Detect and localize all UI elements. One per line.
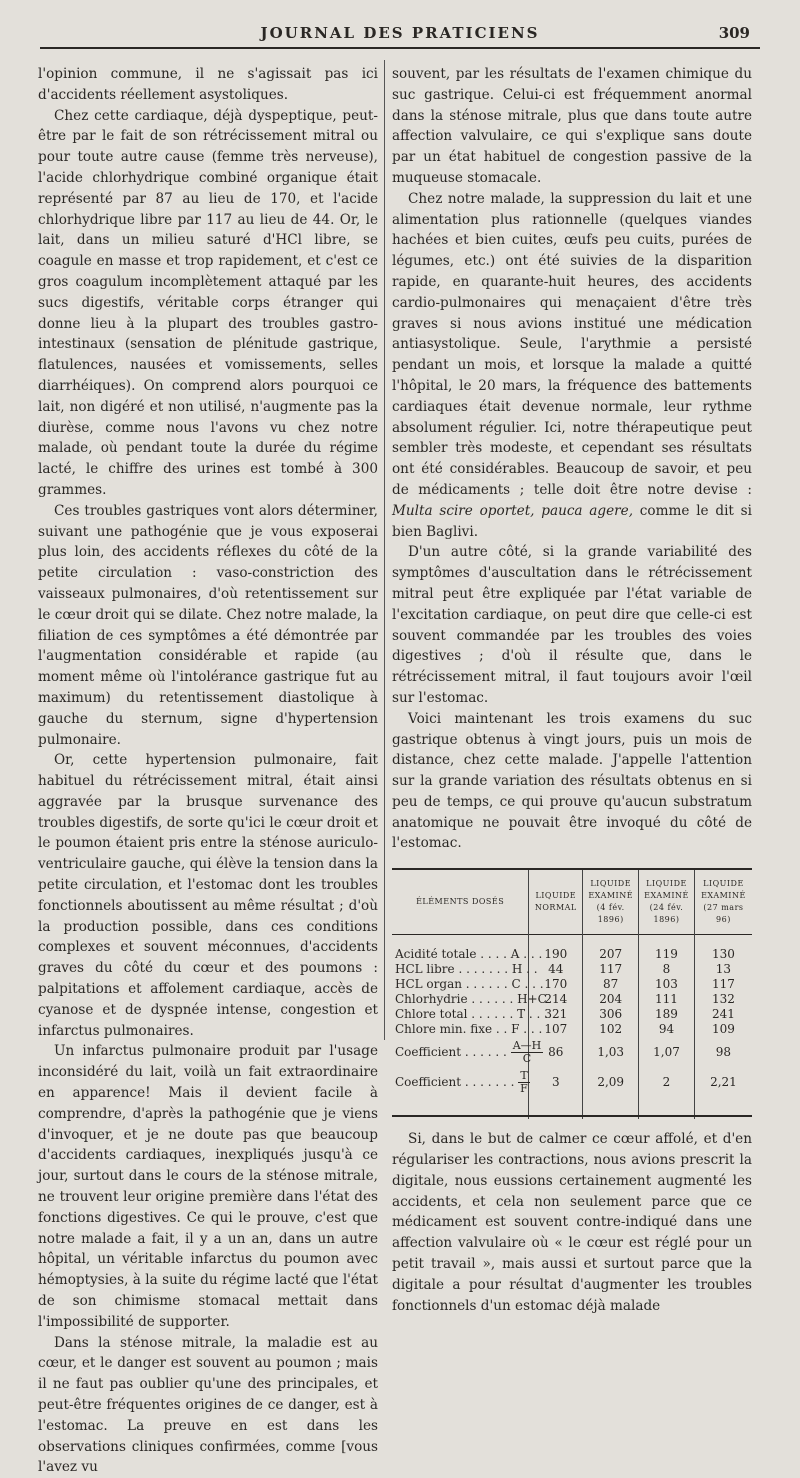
paragraph-text: comme le dit si bien Baglivi.: [392, 502, 752, 540]
table-cell: 111: [639, 992, 695, 1007]
paragraph: D'un autre côté, si la grande variabilité des symptômes d'auscultation dans le rétrécissement mitral peut être expliquée par l'état variable de l'excitation cardiaque, on peut dire que celle-ci est souvent commandée par les troubles des voies digestives ; d'où il résulte que, dans le rétrécissement mitral, il faut toujours avoir l'œil sur l'estomac.: [392, 544, 752, 706]
table-spacer: [392, 935, 752, 948]
table-cell: 321: [529, 1007, 583, 1022]
coefficient-fraction: [518, 1070, 529, 1095]
table-cell: 119: [639, 947, 695, 962]
paragraph: Si, dans le but de calmer ce cœur affolé, et d'en régulariser les contractions, nous avions prescrit la digitale, nous eussions certainement augmenté les accidents, et cela non seulement parce que ce médicament est souvent contre-indiqué dans une affection valvulaire où « le cœur est réglé pour un petit travail », mais aussi et surtout parce que la digitale a pour résultat d'augmenter les troubles fonctionnels d'un estomac déjà malade: [392, 1131, 752, 1314]
paragraph: l'opinion commune, il ne s'agissait pas ici d'accidents réellement asystoliques.: [38, 66, 378, 103]
table-row: [392, 1037, 752, 1067]
page-number: 309: [718, 24, 750, 42]
column-header: LIQUIDE EXAMINÉ (27 mars 96): [694, 869, 752, 935]
column-header: ÉLÉMENTS DOSÉS: [416, 897, 505, 907]
table-row: [392, 1007, 752, 1022]
table-spacer: [392, 1097, 752, 1116]
paragraph: Un infarctus pulmonaire produit par l'usage inconsidéré du lait, voilà un fait extraordinaire en apparence! Mais il devient facile à comprendre, d'après la pathogénie que je viens d'invoquer, et je ne doute pas que beaucoup d'accidents cardiaques, inexpliqués jusqu'à ce jour, surtout dans le cours de la sténose mitrale, ne trouvent leur origine première dans l'état des fonctions digestives. Ce qui le prouve, c'est que notre malade a fait, il y a un an, dans un autre hôpital, un véritable infarctus du poumon avec hémoptysies, à la suite du régime lacté que l'état de son chimisme stomacal mettait dans l'impossibilité de supporter.: [38, 1043, 378, 1330]
table-cell: 2: [639, 1067, 695, 1097]
table-cell: 130: [694, 947, 752, 962]
table-cell: 170: [529, 977, 583, 992]
table-cell: 117: [583, 962, 639, 977]
paragraph: souvent, par les résultats de l'examen chimique du suc gastrique. Celui-ci est fréquemment anormal dans la sténose mitrale, plus que dans toute autre affection valvulaire, ce qui s'explique sans doute par un état habituel de congestion passive de la muqueuse stomacale.: [392, 66, 752, 186]
coefficient-fraction: [511, 1040, 544, 1065]
table-bottom-rule: [392, 1116, 752, 1119]
table-cell: 189: [639, 1007, 695, 1022]
table-cell: 2,21: [694, 1067, 752, 1097]
paragraph: [392, 189, 752, 543]
column-header: LIQUIDE EXAMINÉ (24 fév. 1896): [639, 869, 695, 935]
table-cell: 87: [583, 977, 639, 992]
table-cell: 3: [529, 1067, 583, 1097]
table-cell: 102: [583, 1022, 639, 1037]
table-cell: 306: [583, 1007, 639, 1022]
table-cell: 241: [694, 1007, 752, 1022]
fraction-numerator: A—H: [512, 1038, 542, 1052]
table-cell: 1,03: [583, 1037, 639, 1067]
table-cell: 8: [639, 962, 695, 977]
table-cell: 94: [639, 1022, 695, 1037]
table-cell: 204: [583, 992, 639, 1007]
table-row: [392, 962, 752, 977]
table-cell: 86: [529, 1037, 583, 1067]
table-cell: Chlorhydrie . . . . . . H+C: [395, 992, 547, 1007]
table-cell: 2,09: [583, 1067, 639, 1097]
table-cell: 44: [529, 962, 583, 977]
table-cell: 107: [529, 1022, 583, 1037]
table-row: [392, 1022, 752, 1037]
table-cell: [392, 1067, 529, 1097]
coefficient-label: Coefficient . . . . . . .: [395, 1074, 515, 1089]
table-cell: Chlore min. fixe . . F . . .: [395, 1022, 543, 1037]
table-cell: [392, 1037, 542, 1067]
right-column: [392, 64, 752, 1314]
table-cell: 207: [583, 947, 639, 962]
doses-table: [392, 868, 752, 1119]
table-cell: HCL organ . . . . . . C . . .: [395, 977, 544, 992]
table-row: [392, 977, 752, 992]
table-row: [392, 1067, 752, 1097]
gastric-juice-table: [392, 868, 752, 1119]
latin-quote: Multa scire oportet, pauca agere,: [392, 502, 634, 519]
paragraph: Or, cette hypertension pulmonaire, fait habituel du rétrécissement mitral, était ainsi aggravée par la brusque survenance des troubles digestifs, de sorte qu'ici le cœur droit et le poumon étaient pris entre la sténose auriculo-ventriculaire gauche, qui élève la tension dans la petite circulation, et l'estomac dont les troubles fonctionnels aboutissent au même résultat ; d'où la production possible, dans ces conditions complexes et souvent méconnues, d'accidents graves du côté du cœur et des poumons : palpitations et affolement cardiaque, accès de cyanose et de dyspnée intense, congestion et infarctus pulmonaires.: [38, 752, 378, 1039]
table-cell: Chlore total . . . . . . T . . .: [395, 1007, 548, 1022]
table-cell: 132: [694, 992, 752, 1007]
paragraph: Dans la sténose mitrale, la maladie est au cœur, et le danger est souvent au poumon ; mais il ne faut pas oublier qu'une des principales, et peut-être fréquentes origines de ce danger, est à l'estomac. La preuve en est dans les observations cliniques confirmées, comme [vous l'avez vu: [38, 1334, 378, 1476]
coefficient-label: Coefficient . . . . . .: [395, 1044, 507, 1059]
table-cell: 214: [529, 992, 583, 1007]
fraction-denominator: F: [520, 1081, 528, 1095]
paragraph-text: Chez notre malade, la suppression du lait et une alimentation plus rationnelle (quelques viandes hachées et bien cuites, œufs peu cuits, purées de légumes, etc.) ont été suivies de la disparition rapide, en quarante-huit heures, des accidents cardio-pulmonaires qui menaçaient d'être très graves si nous avions institué une médication antiasystolique. Seule, l'arythmie a persisté pendant un mois, et lorsque la malade a quitté l'hôpital, le 20 mars, la fréquence des battements cardiaques était devenue normale, leur rythme absolument régulier. Ici, notre thérapeutique peut sembler très modeste, et cependant ses résultats ont été considérables. Beaucoup de savoir, et peu de médicaments ; telle doit être notre devise :: [392, 190, 752, 498]
table-cell: 109: [694, 1022, 752, 1037]
paragraph: Ces troubles gastriques vont alors déterminer, suivant une pathogénie que je vous exposerai plus loin, des accidents réflexes du côté de la petite circulation : vaso-constriction des vaisseaux pulmonaires, d'où retentissement sur le cœur droit qui se dilate. Chez notre malade, la filiation de ces symptômes a été démontrée par l'augmentation considérable et rapide (au moment même où l'intolérance gastrique fut au maximum) du retentissement diastolique à gauche du sternum, signe d'hypertension pulmonaire.: [38, 502, 378, 748]
column-header: LIQUIDE EXAMINÉ (4 fév. 1896): [583, 869, 639, 935]
fraction-denominator: C: [522, 1051, 532, 1065]
running-title: JOURNAL DES PRATICIENS: [260, 24, 540, 42]
left-column: [38, 64, 378, 1476]
table-cell: 13: [694, 962, 752, 977]
table-row: [392, 992, 752, 1007]
paragraph: Voici maintenant les trois examens du suc gastrique obtenus à vingt jours, puis un mois de distance, chez cette malade. J'appelle l'attention sur la grande variation des résultats obtenus en si peu de temps, ce qui prouve qu'aucun substratum anatomique ne pouvait être invoqué du côté de l'estomac.: [392, 710, 752, 852]
column-header: LIQUIDE NORMAL: [529, 869, 583, 935]
table-cell: HCL libre . . . . . . . H . .: [395, 962, 538, 977]
table-cell: 117: [694, 977, 752, 992]
header-rule: [40, 47, 760, 49]
table-cell: Acidité totale . . . . A . . .: [395, 947, 543, 962]
table-cell: 190: [529, 947, 583, 962]
table-header-row: [392, 869, 752, 935]
table-row: [392, 947, 752, 962]
table-cell: 103: [639, 977, 695, 992]
table-cell: 1,07: [639, 1037, 695, 1067]
column-divider: [384, 60, 385, 1040]
page-header: [0, 22, 800, 46]
table-cell: 98: [694, 1037, 752, 1067]
paragraph: Chez cette cardiaque, déjà dyspeptique, peut-être par le fait de son rétrécissement mitral ou pour toute autre cause (femme très nerveuse), l'acide chlorhydrique combiné organique était représenté par 87 au lieu de 170, et l'acide chlorhydrique libre par 117 au lieu de 44. Or, le lait, dans un milieu saturé d'HCl libre, se coagule en masse et trop rapidement, et c'est ce gros coagulum incomplètement attaqué par les sucs digestifs, véritable corps étranger qui donne lieu à la plupart des troubles gastro-intestinaux (sensation de plénitude gastrique, flatulences, nausées et vomissements, selles diarrhéiques). On comprend alors pourquoi ce lait, non digéré et non utilisé, n'augmente pas la diurèse, comme nous l'avons vu chez notre malade, où pendant toute la durée du régime lacté, le chiffre des urines est tombé à 300 grammes.: [38, 107, 378, 498]
fraction-numerator: T: [520, 1068, 528, 1082]
